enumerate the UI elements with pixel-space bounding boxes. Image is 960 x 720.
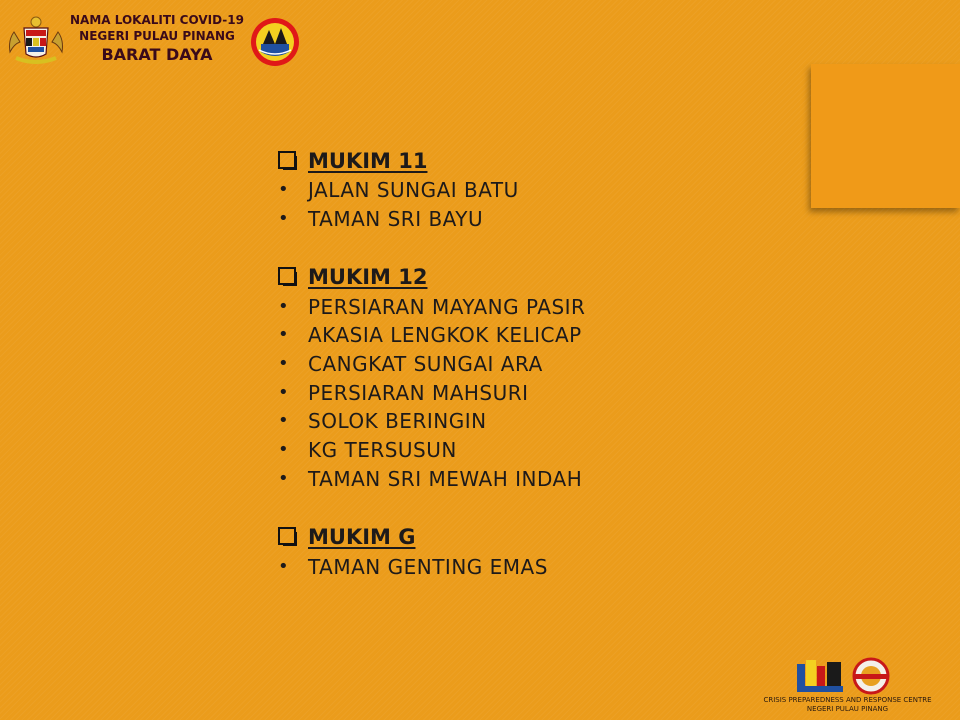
bullet-icon: • [278,555,289,577]
bullet-icon: • [278,324,289,346]
footer-logos [795,656,915,696]
kkm-logo-icon [854,659,888,693]
list-item-text: TAMAN SRI BAYU [308,207,484,232]
cprc-logo-icon [797,660,843,692]
checkbox-icon [278,267,298,287]
header [0,0,320,80]
list-item-text: JALAN SUNGAI BATU [308,178,519,203]
section-header [278,262,798,292]
bullet-icon: • [278,467,289,489]
header-line-2: NEGERI PULAU PINANG [79,29,235,43]
locality-list [278,146,798,610]
footer-text [735,696,960,714]
list-item [278,407,798,436]
list-item-text: AKASIA LENGKOK KELICAP [308,323,582,348]
section-title: MUKIM G [308,525,416,550]
section-mukim-12 [278,262,798,493]
list-item-text: TAMAN SRI MEWAH INDAH [308,466,583,491]
bullet-icon: • [278,410,289,432]
list-item [278,321,798,350]
list-item-text: CANGKAT SUNGAI ARA [308,352,543,377]
list-item-text: PERSIARAN MAHSURI [308,380,529,405]
bullet-icon: • [278,439,289,461]
list-item [278,350,798,379]
checkbox-icon [278,151,298,171]
list-item-text: SOLOK BERINGIN [308,409,487,434]
checkbox-icon [278,527,298,547]
penang-state-seal-icon [249,16,301,68]
list-item [278,552,798,581]
bullet-icon: • [278,353,289,375]
footer [735,656,960,720]
section-header [278,522,798,552]
header-line-1: NAMA LOKALITI COVID-19 [70,13,244,27]
list-item [278,436,798,465]
section-title: MUKIM 11 [308,149,428,173]
bullet-icon: • [278,179,289,201]
list-item [278,205,798,234]
list-item [278,465,798,494]
section-mukim-11 [278,146,798,233]
header-subtitle: BARAT DAYA [101,45,213,64]
section-header [278,146,798,176]
malaysia-coat-of-arms-icon [4,14,68,68]
list-item-text: KG TERSUSUN [308,438,457,463]
list-item [278,176,798,205]
list-item-text: TAMAN GENTING EMAS [308,554,548,579]
accent-box [811,64,960,208]
section-mukim-g [278,522,798,581]
list-item [278,292,798,321]
section-title: MUKIM 12 [308,265,428,290]
list-item-text: PERSIARAN MAYANG PASIR [308,294,586,319]
bullet-icon: • [278,295,289,317]
bullet-icon: • [278,208,289,230]
header-title-block [68,12,246,65]
footer-line-1: CRISIS PREPAREDNESS AND RESPONSE CENTRE [763,696,932,704]
footer-line-2: NEGERI PULAU PINANG [806,705,889,713]
list-item [278,378,798,407]
bullet-icon: • [278,381,289,403]
